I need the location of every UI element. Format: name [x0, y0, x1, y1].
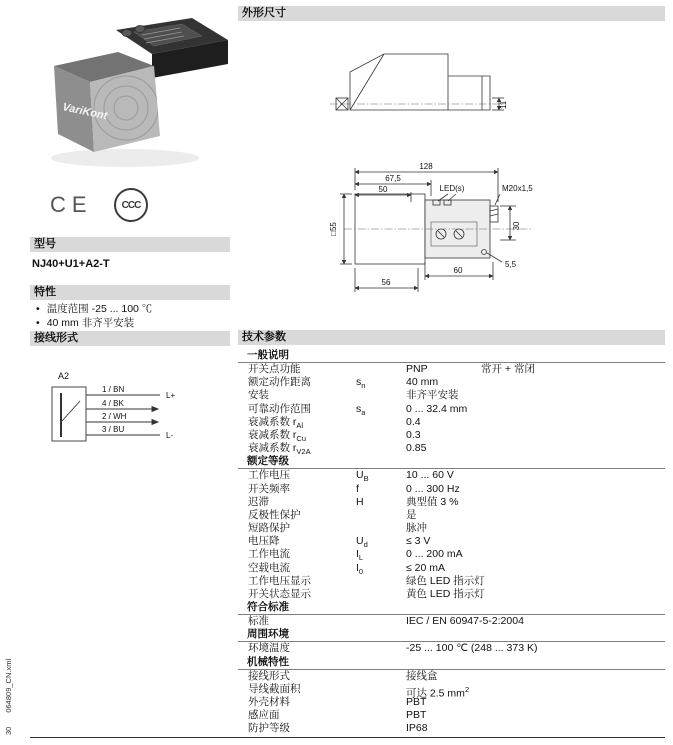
param-value: 脉冲 [406, 522, 427, 535]
param-symbol [356, 588, 406, 601]
tech-section-header: 技术参数 [238, 330, 665, 345]
param-row [238, 496, 665, 509]
param-label: 接线形式 [248, 669, 290, 682]
param-label: 反极性保护 [248, 508, 301, 521]
feature-item [36, 302, 152, 316]
param-label: 空载电流 [248, 561, 290, 574]
param-symbol [356, 389, 406, 402]
param-symbol: f [356, 482, 359, 495]
param-value: 接线盒 [406, 669, 438, 682]
model-number: NJ40+U1+A2-T [32, 258, 110, 270]
param-row [238, 416, 665, 429]
param-symbol [356, 670, 406, 683]
param-section-title: 额定等级 [238, 455, 665, 469]
param-row [238, 709, 665, 722]
thread-label: M20x1,5 [502, 184, 533, 193]
param-symbol [356, 442, 406, 455]
param-value: 0 ... 200 mA [406, 548, 463, 561]
param-value: 40 mm [406, 376, 439, 389]
param-symbol [356, 416, 406, 429]
param-symbol: $I_0$ [356, 561, 364, 576]
param-label: 短路保护 [248, 522, 290, 535]
tech-table [238, 349, 665, 736]
param-value: 0 ... 300 Hz [406, 482, 460, 495]
param-symbol [356, 709, 406, 722]
dim-11-label: 11 [499, 100, 508, 110]
param-value: IP68 [406, 722, 428, 735]
param-label: 导线截面积 [248, 682, 301, 695]
param-row [238, 682, 665, 700]
side-doc-code: 064809_CN.xml [4, 658, 13, 713]
param-symbol: $U_d$ [356, 535, 368, 550]
param-symbol: $U_B$ [356, 469, 369, 484]
pin-label-bu: 3 / BU [102, 425, 125, 434]
param-row [238, 562, 665, 575]
param-value: 0.85 [406, 442, 427, 455]
brand-logo: VariKont [61, 101, 109, 123]
param-symbol [356, 615, 406, 628]
param-symbol [356, 575, 406, 588]
ccc-label: CCC [121, 199, 141, 211]
param-row [238, 469, 665, 482]
param-value: 黄色 LED 指示灯 [406, 588, 485, 600]
param-label: 防护等级 [248, 722, 290, 735]
param-value: PBT [406, 709, 427, 722]
param-value: 0 ... 32.4 mm [406, 402, 468, 415]
product-photo [30, 6, 230, 186]
param-section-title: 符合标准 [238, 601, 665, 615]
param-value: 10 ... 60 V [406, 469, 454, 482]
param-label: 安装 [248, 389, 269, 402]
param-symbol: $s_n$ [356, 376, 366, 391]
param-label: 感应面 [248, 709, 280, 722]
dim-67-5-label: 67,5 [385, 174, 401, 183]
param-label: 衰减系数 $r_{Al}$ [248, 415, 304, 430]
dimensions-section-header: 外形尺寸 [238, 6, 665, 21]
param-symbol [356, 642, 406, 655]
param-row [238, 670, 665, 683]
param-label: 工作电压 [248, 469, 290, 482]
param-symbol: $I_L$ [356, 548, 364, 563]
features-list [36, 302, 152, 330]
terminal-lplus: L+ [166, 391, 176, 400]
param-label: 标准 [248, 615, 269, 628]
param-label: 可靠动作范围 [248, 402, 311, 415]
param-section-title: 周围环境 [238, 628, 665, 642]
param-value: PBT [406, 695, 427, 708]
param-row [238, 722, 665, 735]
param-label: 衰减系数 $r_{Cu}$ [248, 428, 307, 444]
feature-item [36, 316, 152, 330]
features-section-header: 特性 [30, 285, 230, 300]
param-row [238, 548, 665, 561]
param-label: 电压降 [248, 535, 280, 548]
dim-55-square-label: □55 [329, 222, 338, 236]
param-value: ≤ 20 mA [406, 561, 446, 574]
led-label: LED(s) [439, 184, 465, 193]
dim-5-5-label: 5,5 [505, 260, 517, 269]
param-label: 开关频率 [248, 482, 290, 495]
pin-label-bk: 4 / BK [102, 399, 124, 408]
wiring-type-label: A2 [58, 371, 70, 381]
dim-30-label: 30 [512, 221, 521, 231]
param-section-title: 一般说明 [238, 349, 665, 363]
dim-56-label: 56 [381, 278, 391, 287]
param-section-title: 机械特性 [238, 656, 665, 670]
param-label: 开关点功能 [248, 363, 301, 375]
feature-text: 温度范围 -25 ... 100 ℃ [46, 303, 153, 315]
param-label: 衰减系数 $r_{V2A}$ [248, 442, 311, 457]
param-symbol [356, 363, 406, 376]
dim-50-label: 50 [378, 185, 388, 194]
param-value: 绿色 LED 指示灯 [406, 574, 485, 587]
param-symbol: $s_a$ [356, 402, 366, 417]
sensor-illustration [30, 6, 230, 186]
param-row [238, 403, 665, 416]
param-value: 非齐平安装 [406, 389, 459, 402]
param-label: 环境温度 [248, 642, 290, 655]
param-row [238, 389, 665, 402]
param-row [238, 509, 665, 522]
param-label: 工作电流 [248, 548, 290, 561]
param-row [238, 442, 665, 455]
param-value: 典型值 3 % [406, 495, 459, 508]
param-symbol [356, 696, 406, 709]
terminal-lminus: L- [166, 431, 174, 440]
param-row [238, 483, 665, 496]
param-symbol [356, 522, 406, 535]
param-row [238, 376, 665, 389]
param-symbol: H [356, 495, 364, 508]
param-value: 0.3 [406, 428, 421, 441]
param-symbol [356, 509, 406, 522]
param-row [238, 429, 665, 442]
param-label: 外壳材料 [248, 695, 290, 708]
ce-mark: CE [50, 192, 93, 217]
dim-128-label: 128 [419, 162, 433, 171]
param-symbol [356, 429, 406, 442]
param-symbol [356, 683, 406, 696]
param-value-secondary: 常开 + 常闭 [481, 363, 535, 375]
pin-label-wh: 2 / WH [102, 412, 127, 421]
param-label: 迟滞 [248, 495, 269, 508]
param-row [238, 522, 665, 535]
param-value: PNP 常开 + 常闭 [406, 363, 535, 375]
model-section-header: 型号 [30, 237, 230, 252]
param-value: ≤ 3 V [406, 535, 431, 548]
param-value: 0.4 [406, 415, 421, 428]
param-value: -25 ... 100 ℃ (248 ... 373 K) [406, 642, 538, 655]
dimension-drawing [238, 24, 665, 324]
ccc-mark [114, 188, 148, 222]
param-row [238, 615, 665, 628]
param-row [238, 642, 665, 655]
param-label: 开关状态显示 [248, 588, 311, 600]
side-page-note: 30 [4, 726, 13, 735]
param-row [238, 575, 665, 588]
param-label: 额定动作距离 [248, 376, 311, 389]
param-row [238, 588, 665, 601]
param-value: 是 [406, 508, 417, 521]
document-code [4, 659, 13, 735]
param-row [238, 535, 665, 548]
param-symbol [356, 722, 406, 735]
param-label: 工作电压显示 [248, 574, 311, 587]
feature-text: 40 mm 非齐平安装 [46, 317, 135, 329]
wiring-diagram [48, 383, 208, 445]
wiring-section-header: 接线形式 [30, 331, 230, 346]
param-value: 可达 2.5 $mm^2$ [406, 684, 470, 700]
param-row [238, 696, 665, 709]
param-row [238, 363, 665, 376]
footer-rule [30, 737, 665, 738]
param-value: IEC / EN 60947-5-2:2004 [406, 615, 524, 628]
dim-60-label: 60 [453, 266, 463, 275]
pin-label-bn: 1 / BN [102, 385, 125, 394]
